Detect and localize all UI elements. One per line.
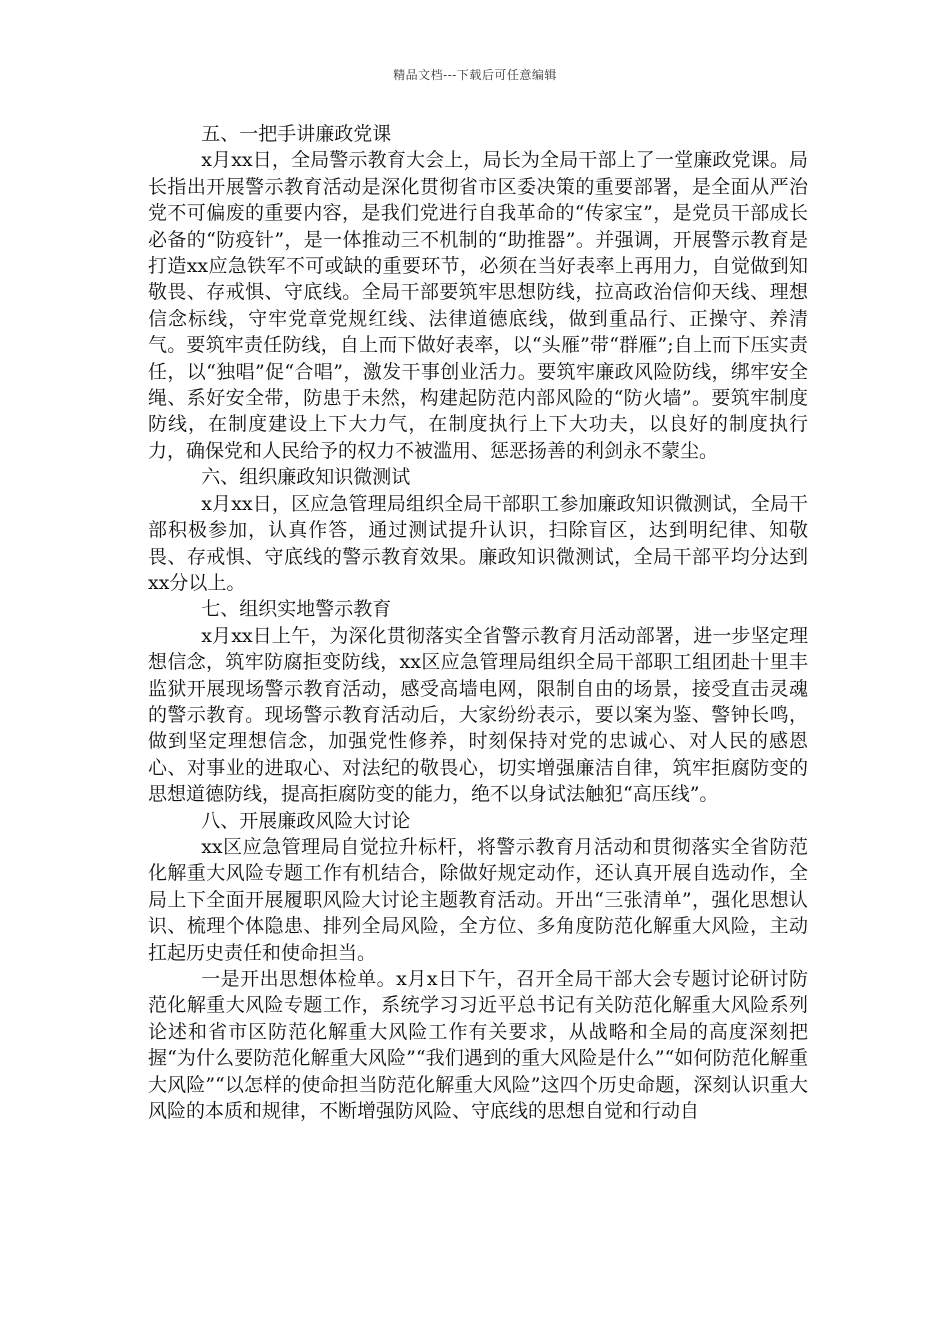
section-heading: 五、一把手讲廉政党课: [201, 123, 392, 145]
body-paragraph: xx区应急管理局自觉拉升标杆，将警示教育月活动和贯彻落实全省防范化解重大风险专题工作有机结合，除做好规定动作，还认真开展自选动作，全局上下全面开展履职风险大讨论主题教育活动。开出“三张清单”，强化思想认识、梳理个体隐患、排列全局风险，全方位、多角度防范化解重大风险，主动扛起历史责任和使命担当。: [148, 835, 808, 964]
body-paragraph: x月xx日，全局警示教育大会上，局长为全局干部上了一堂廉政党课。局长指出开展警示教育活动是深化贯彻省市区委决策的重要部署，是全面从严治党不可偏废的重要内容，是我们党进行自我革命的“传家宝”，是党员干部成长必备的“防疫针”，是一体推动三不机制的“助推器”。并强调，开展警示教育是打造xx应急铁军不可或缺的重要环节，必须在当好表率上再用力，自觉做到知敬畏、存戒惧、守底线。全局干部要筑牢思想防线，拉高政治信仰天线、理想信念标线，守牢党章党规红线、法律道德底线，做到重品行、正操守、养清气。要筑牢责任防线，自上而下做好表率，以“头雁”带“群雁”;自上而下压实责任，以“独唱”促“合唱”，激发干事创业活力。要筑牢廉政风险防线，绑牢安全绳、系好安全带，防患于未然，构建起防范内部风险的“防火墙”。要筑牢制度防线，在制度建设上下大力气，在制度执行上下大功夫，以良好的制度执行力，确保党和人民给予的权力不被滥用、惩恶扬善的利剑永不蒙尘。: [148, 149, 808, 462]
page-header: 精品文档---下载后可任意编辑: [393, 68, 557, 82]
body-paragraph: x月xx日上午，为深化贯彻落实全省警示教育月活动部署，进一步坚定理想信念，筑牢防腐拒变防线，xx区应急管理局组织全局干部职工组团赴十里丰监狱开展现场警示教育活动，感受高墙电网，限制自由的场景，接受直击灵魂的警示教育。现场警示教育活动后，大家纷纷表示，要以案为鉴、警钟长鸣，做到坚定理想信念，加强党性修养，时刻保持对党的忠诚心、对人民的感恩心、对事业的进取心、对法纪的敬畏心，切实增强廉洁自律，筑牢拒腐防变的思想道德防线，提高拒腐防变的能力，绝不以身试法触犯“高压线”。: [148, 624, 808, 806]
document-body: [148, 121, 808, 1124]
section-heading: 八、开展廉政风险大讨论: [201, 809, 411, 832]
section-heading: 七、组织实地警示教育: [201, 598, 392, 621]
section-heading: 六、组织廉政知识微测试: [201, 466, 411, 489]
body-paragraph: 一是开出思想体检单。x月x日下午，召开全局干部大会专题讨论研讨防范化解重大风险专题工作，系统学习习近平总书记有关防范化解重大风险系列论述和省市区防范化解重大风险工作有关要求，从战略和全局的高度深刻把握“为什么要防范化解重大风险”“我们遇到的重大风险是什么”“如何防范化解重大风险”“以怎样的使命担当防范化解重大风险”这四个历史命题，深刻认识重大风险的本质和规律，不断增强防风险、守底线的思想自觉和行动自: [148, 968, 808, 1123]
body-paragraph: x月xx日，区应急管理局组织全局干部职工参加廉政知识微测试，全局干部积极参加，认真作答，通过测试提升认识，扫除盲区，达到明纪律、知敬畏、存戒惧、守底线的警示教育效果。廉政知识微测试，全局干部平均分达到xx分以上。: [148, 492, 808, 594]
